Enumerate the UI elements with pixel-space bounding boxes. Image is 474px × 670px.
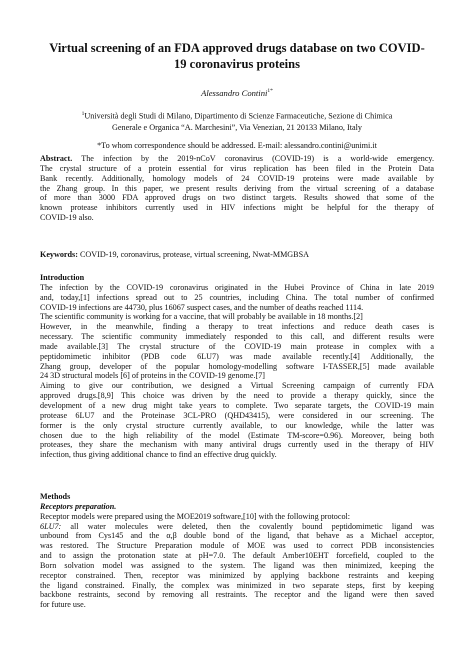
abstract-label: Abstract.: [40, 154, 73, 163]
affiliation-line: [40, 109, 434, 122]
text-line: Zhang group, developer of the popular homology-modelling software I-TASSER,[5] made available: [40, 361, 434, 371]
text-line: chosen due to the high reliability of the model (Estimate TM-score=0.96). Moreover, being both: [40, 430, 434, 440]
text-line: Aiming to give our contribution, we designed a Virtual Screening campaign of currently FDA: [40, 381, 434, 391]
affiliation: [40, 109, 434, 133]
text-line: former is the only crystal structure currently available, to our knowledge, while the latter was: [40, 420, 434, 430]
text-line: The crystal structure of a protein essential for virus replication has been filed in the Protein Data: [40, 163, 434, 173]
abstract-body: [40, 164, 434, 213]
text-line: protease 6LU7 and the Proteinase 3CL-PRO (QHD43415), were considered in our screening. The: [40, 410, 434, 420]
text-line: known protease inhibitors currently used in HIV infections might be helpful for the therapy of: [40, 203, 434, 213]
text-line: peptidomimetic inhibitor (PDB code 6LU7) was made available recently.[4] Additionally, the: [40, 351, 434, 361]
text-line: COVID-19 infections are 44730, plus 16067 suspect cases, and the number of deaths reached 1114.: [40, 302, 364, 312]
title-line: Virtual screening of an FDA approved drugs database on two COVID-: [49, 41, 425, 55]
text-line: the ligand constrained. Finally, the complex was minimized in two separate steps, first by keeping: [40, 580, 434, 590]
text-line: backbone restraints, second by removing all restraints. The receptor and the ligand were then saved: [40, 590, 434, 600]
keywords: [40, 250, 434, 260]
abstract-line: COVID-19 also.: [40, 213, 94, 223]
text-line: Born solvation model was assigned to the system. The ligand was then minimized, keeping the: [40, 560, 434, 570]
affiliation-line: Generale e Organica “A. Marchesini”, Via Venezian, 21 20133 Milano, Italy: [111, 123, 363, 133]
text-line: unbound from Cys145 and the α,β double bond of the ligand, that behave as a Michael acceptor,: [40, 531, 434, 541]
paper-title: [40, 40, 434, 72]
author-name: Alessandro Contini: [201, 87, 268, 98]
text-line: and to assign the protonation state at pH=7.0. The default Amber10EHT forcefield, coupled to the: [40, 551, 434, 561]
methods-text: all water molecules were deleted, then the covalently bound peptidomimetic ligand was: [61, 521, 434, 531]
text-line: Bank recently. Additionally, homology models of 24 COVID-19 proteins were made available by: [40, 173, 434, 183]
correspondence-note: *To whom correspondence should be addressed. E-mail: alessandro.contini@unimi.it: [97, 141, 377, 150]
introduction-heading: Introduction: [40, 273, 85, 282]
introduction-body: [40, 283, 434, 460]
author-marks: 1*: [267, 88, 273, 94]
text-line: The infection by the COVID-19 coronavirus originated in the Hubei Province of China in late 2019: [40, 282, 434, 292]
methods-line: Receptor models were prepared using the MOE2019 software,[10] with the following protocol:: [40, 511, 351, 521]
text-line: development of a new drug might take years to complete. Two separate targets, the COVID-19 main: [40, 400, 434, 410]
keywords-line: [40, 250, 434, 260]
methods-section: [40, 492, 434, 610]
text-line: However, in the meanwhile, finding a therapy to treat infections and reduce death cases is: [40, 322, 434, 332]
affiliation-text: Università degli Studi di Milano, Dipartimento di Scienze Farmaceutiche, Sezione di Chimica: [84, 111, 393, 121]
abstract: [40, 154, 434, 223]
methods-line: [40, 522, 434, 532]
text-line: for future use.: [40, 600, 86, 610]
text-line: the Zhang group. In this paper, we present results deriving from the virtual screening of a database: [40, 183, 434, 193]
text-line: 24 3D structural models [6] of proteins in the COVID-19 genome.[7]: [40, 371, 265, 381]
text-line: The scientific community is working for a vaccine, that will probably be available in 18 months.[2]: [40, 312, 363, 322]
text-line: necessary. The scientific community immediately responded to this call, and different results were: [40, 332, 434, 342]
abstract-text: The infection by the 2019-nCoV coronavirus (COVID-19) is a world-wide emergency.: [72, 154, 434, 163]
text-line: made available.[3] The crystal structure of the COVID-19 main protease in complex with a: [40, 341, 434, 351]
introduction-section: [40, 273, 434, 460]
keywords-text: COVID-19, coronavirus, protease, virtual screening, Nwat-MMGBSA: [77, 250, 309, 259]
text-line: infection, thus giving additional chance to find an effective drug quickly.: [40, 450, 277, 460]
text-line: of more than 3000 FDA approved drugs on two distinct targets. Results showed that some of the: [40, 193, 434, 203]
methods-heading: Methods: [40, 492, 71, 501]
keywords-label: Keywords:: [40, 250, 78, 259]
abstract-line: [40, 154, 434, 164]
text-line: receptor constrained. Then, receptor was minimized by applying backbone restraints and keeping: [40, 570, 434, 580]
text-line: approved drugs.[8,9] This choice was driven by the need to provide a therapy quickly, since the: [40, 391, 434, 401]
title-line: 19 coronavirus proteins: [174, 57, 300, 71]
text-line: was restored. The Structure Preparation module of MOE was used to correct PDB inconsistencies: [40, 541, 434, 551]
methods-body: [40, 531, 434, 610]
text-line: and, today,[1] infections spread out to 25 countries, including China. The total number of confirmed: [40, 292, 434, 302]
text-line: proteases, they share the mechanism with many antiviral drugs currently used in the therapy of HIV: [40, 440, 434, 450]
target-label: 6LU7:: [40, 521, 62, 531]
author-line: [40, 86, 434, 99]
affiliation-mark: 1: [81, 111, 85, 117]
receptors-preparation-subheading: Receptors preparation.: [40, 501, 117, 511]
